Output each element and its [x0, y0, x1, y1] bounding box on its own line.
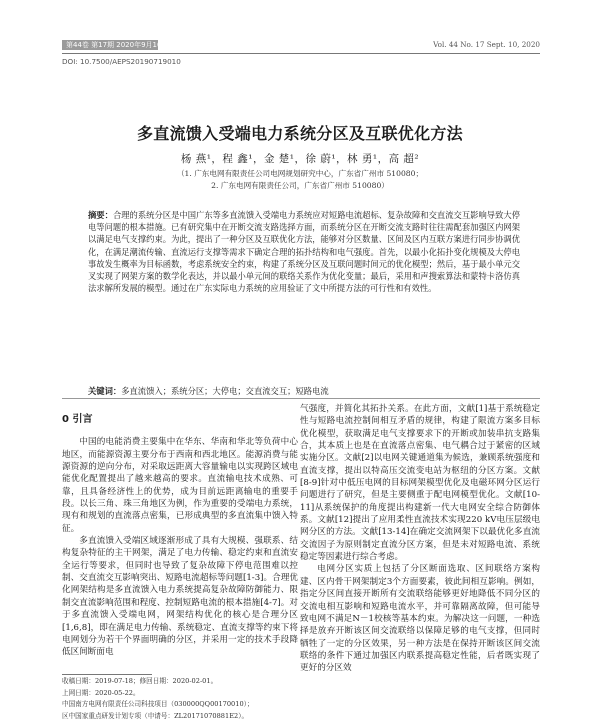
affiliation-2: 2. 广东电网有限责任公司，广东省广州市 510080） — [211, 181, 389, 190]
footnote-fund-2: 区中国家重点研发计划专项（申请号：ZL20171070881E2）。 — [62, 711, 249, 720]
footnotes — [62, 676, 298, 722]
paragraph: 气强度，并简化其拓扑关系。在此方面，文献[1]基于系统稳定性与短路电流控制间相互矛盾的规律，构建了限流方案多目标优化模型，获取满足电气支撑要求下的开断或加装串抗支路集合，其本质上也是在直流落点密集、电气耦合过于紧密的区域实施分区。文献[2]以电网关键通道集为候选，兼顾系统强度和直流支撑，提出以特高压交流变电站为枢纽的分区方案。文献[8-9]针对中低压电网的目标网架模型优化及电磁环网分区运行问题进行了研究，但是主要侧重于配电网模型优化。文献[10-11]从系统保护的角度提出构建新一代大电网安全综合防御体系。文献[12]提出了应用柔性直流技术实现220 kV电压层级电网分区的方法。文献[13-14]在确定交流网架下以最优化多直流交流因子为原则制定直流分区方案，但是未对短路电流、系统稳定等因素进行综合考虑。 — [300, 404, 540, 563]
footnote-received: 收稿日期：2019-07-18；修回日期：2020-02-01。 — [62, 677, 218, 685]
footnote-online: 上网日期：2020-05-22。 — [62, 688, 140, 697]
journal-issue-english: Vol. 44 No. 17 Sept. 10, 2020 — [433, 40, 540, 49]
footnote-fund-1: 中国南方电网有限责任公司科技项目（030000QQ00170010）； — [62, 700, 254, 708]
abstract-label: 摘要： — [88, 210, 113, 220]
footnote-divider — [62, 674, 152, 675]
left-column — [62, 414, 298, 659]
keywords-label: 关键词： — [88, 386, 122, 396]
paragraph: 中国的电能消费主要集中在华东、华南和华北等负荷中心地区，而能源资源主要分布于西南和西北地区。能源消费与能源资源的逆向分布，对采取远距离大容量输电以实现跨区域电能优化配置提出了越来越高的要求。直流输电技术成熟、可靠，且具备经济性上的优势，成为目前远距离输电的重要手段。以长三角、珠三角地区为例，作为重要的受端电力系统，现有和规划的直流落点密集，已形成典型的多直流集中馈入特征。 — [62, 437, 298, 534]
section-heading: 0 引言 — [62, 414, 93, 425]
doi: DOI: 10.7500/AEPS20190719010 — [62, 57, 181, 66]
abstract — [88, 209, 520, 294]
abstract-text: 合理的系统分区是中国广东等多直流馈入受端电力系统应对短路电流超标、复杂故障和交直流交互影响导致大停电等问题的根本措施。已有研究集中在开断交流支路选择方面，而系统分区在开断交流支路时往往需配套加强区内网架以满足电气支撑约束。为此，提出了一种分区及互联优化方法，能够对分区数量、区间及区内互联方案进行同步协调优化，在满足潮流传输、直流运行支撑等需求下确定合理的拓扑结构和电气强度。首先，以最小化拓扑变化规模及大停电事故发生概率为目标函数，考虑系统安全约束，构建了系统分区及互联问题时间元的优化模型；然后，基于最小单元交叉实现了网架方案的数学化表达，并以最小单元间的联络关系作为优化变量；最后，采用和声搜索算法和蒙特卡洛仿真法求解所发展的模型。通过在广东实际电力系统的应用验证了文中所提方法的可行性和有效性。 — [88, 210, 520, 294]
author-list: 杨 燕¹，程 鑫¹，金 楚¹，徐 蔚¹，林 勇¹，高 超² — [180, 153, 420, 165]
paragraph: 电网分区实质上包括了分区断面选取、区间联络方案构建、区内骨干网架制定3个方面要素，彼此间相互影响。例如，指定分区间直接开断所有交流联络能够更好地降低不同分区的交流电相互影响和短路电流水平，并可靠隔离故障，但可能导致电网不满足N－1校核等基本约束。为解决这一问题，一种选择是放弃开断该区间交流联络以保障足够的电气支撑，但同时牺牲了一定的分区效果，另一种方法是在保持开断该区间交流联络的条件下通过加强区内联系提高稳定性能，后者既实现了更好的分区效 — [300, 564, 540, 674]
paragraph: 多直流馈入受端区域逐渐形成了具有大规模、强联系、结构复杂特征的主干网架，满足了电力传输、稳定约束和直流安全运行等要求，但同时也导致了复杂故障下停电范围难以控制、交直流交互影响突出、短路电流超标等问题[1-3]。合理优化网架结构是多直流馈入电力系统提高复杂故障防御能力、限制交直流影响范围和程度、控制短路电流的根本措施[4-7]。对于多直流馈入受端电网，网架结构优化的核心是合理分区[1,6,8]，即在满足电力传输、系统稳定、直流支撑等约束下将电网划分为若干个界面明确的分区，并采用一定的技术手段降低区间断面电 — [62, 536, 298, 658]
abstract-divider — [62, 398, 540, 399]
journal-issue: 第44卷 第17期 2020年9月10日 — [66, 41, 169, 49]
keywords-text: 多直流馈入；系统分区；大停电；交直流交互；短路电流 — [121, 386, 329, 396]
keywords — [88, 385, 520, 397]
paper-title: 多直流馈入受端电力系统分区及互联优化方法 — [136, 124, 463, 143]
right-column — [300, 403, 540, 675]
header-divider — [62, 53, 540, 54]
affiliation-1: （1. 广东电网有限责任公司电网规划研究中心，广东省广州市 510080； — [176, 169, 424, 178]
